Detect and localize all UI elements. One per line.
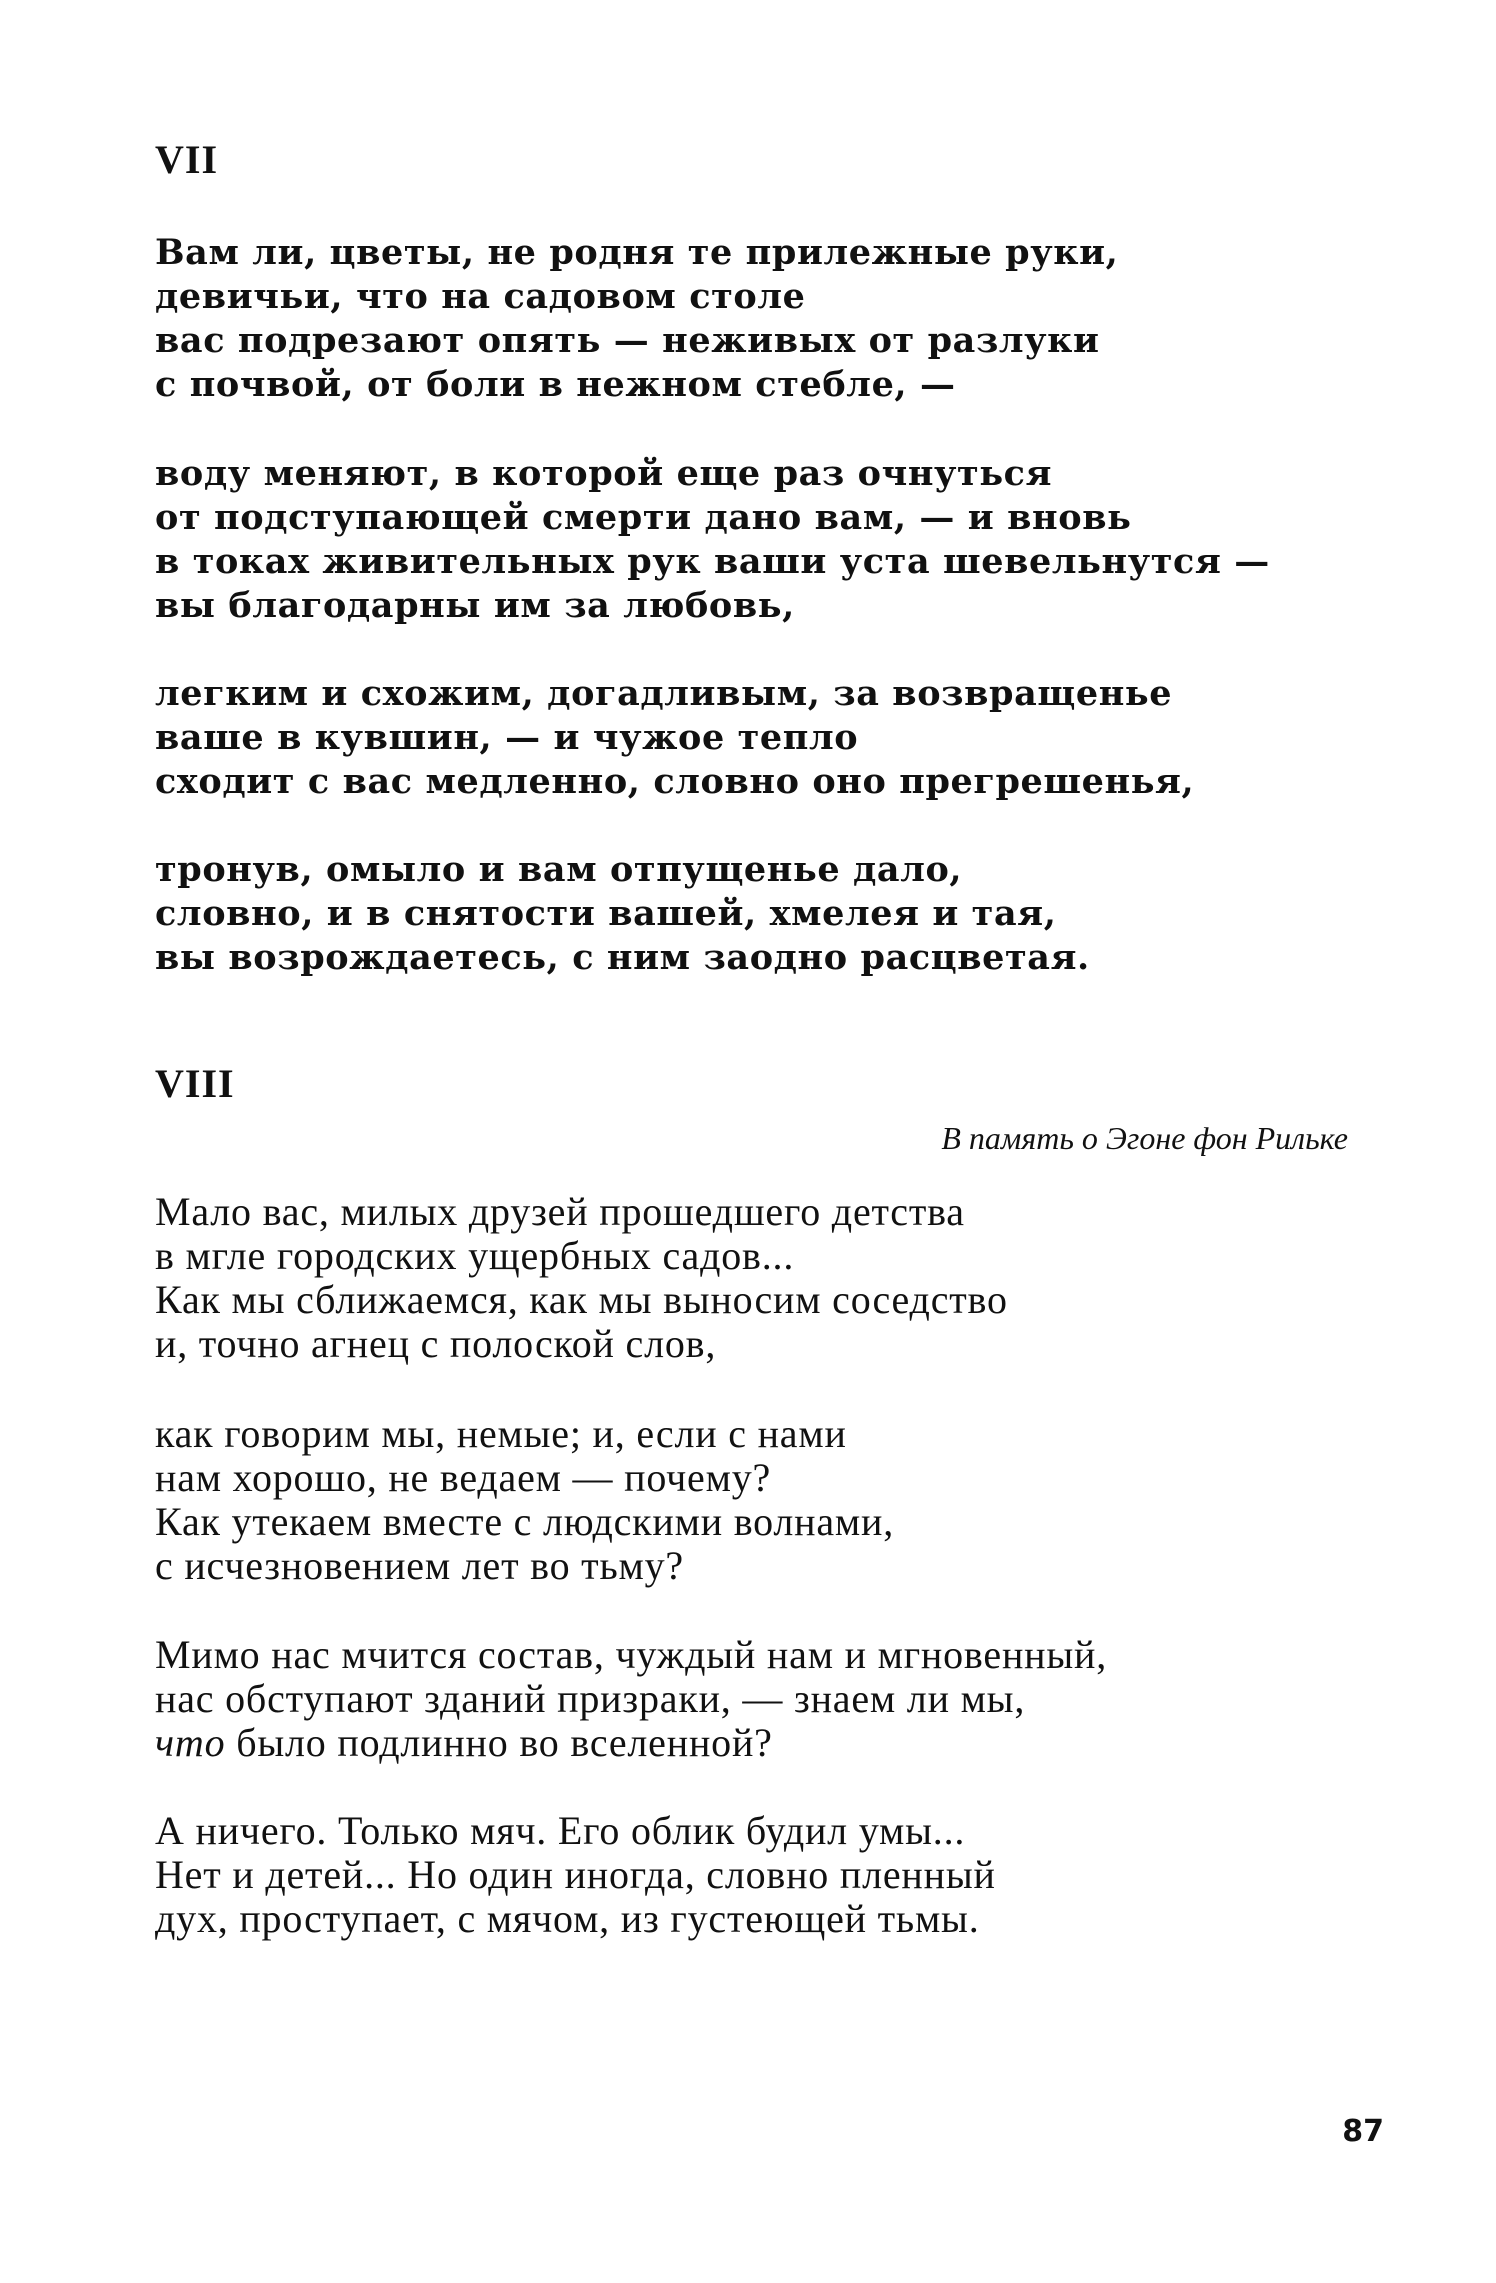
poem-line: от подступающей смерти дано вам, — и вновь	[155, 497, 1132, 538]
stanza-8-1	[155, 1190, 1008, 1366]
stanza-8-3	[155, 1633, 1107, 1765]
poem-line: нам хорошо, не ведаем — почему?	[155, 1455, 772, 1500]
poem-line: Как утекаем вместе с людскими волнами,	[155, 1499, 895, 1544]
stanza-8-2	[155, 1412, 894, 1588]
poem-line: вы благодарны им за любовь,	[155, 585, 795, 626]
poem-line: и, точно агнец с полоской слов,	[155, 1321, 717, 1366]
poem-line: с почвой, от боли в нежном стебле, —	[155, 364, 956, 405]
poem-line: А ничего. Только мяч. Его облик будил умы...	[155, 1808, 966, 1853]
poem-line-rest: было подлинно во вселенной?	[236, 1720, 773, 1765]
poem-line: сходит с вас медленно, словно оно прегрешенья,	[155, 761, 1195, 802]
section-heading-7: VII	[155, 137, 219, 182]
poem-line: с исчезновением лет во тьму?	[155, 1543, 684, 1588]
poem-line: Как мы сближаемся, как мы выносим соседство	[155, 1277, 1008, 1322]
poem-line: Вам ли, цветы, не родня те прилежные руки,	[155, 232, 1119, 273]
poem-line: вас подрезают опять — неживых от разлуки	[155, 320, 1100, 361]
page-number: 87	[1342, 2114, 1384, 2149]
poem-line: в мгле городских ущербных садов...	[155, 1233, 795, 1278]
dedication: В память о Эгоне фон Рильке	[941, 1120, 1348, 1156]
poem-line: как говорим мы, немые; и, если с нами	[155, 1411, 847, 1456]
poem-line: нас обступают зданий призраки, — знаем ли мы,	[155, 1676, 1026, 1721]
poem-line: ваше в кувшин, — и чужое тепло	[155, 717, 859, 758]
poem-line: в токах живительных рук ваши уста шевельнутся —	[155, 541, 1270, 582]
poem-line: тронув, омыло и вам отпущенье дало,	[155, 849, 963, 890]
poem-line: девичьи, что на садовом столе	[155, 276, 806, 317]
emphasis-word: что	[155, 1720, 226, 1765]
poem-line: вы возрождаетесь, с ним заодно расцветая.	[155, 937, 1090, 978]
stanza-7-1	[155, 231, 1118, 407]
poem-line-with-emphasis	[155, 1721, 1107, 1765]
stanza-8-4	[155, 1809, 996, 1941]
stanza-7-4	[155, 848, 1090, 980]
section-heading-8: VIII	[155, 1061, 235, 1106]
stanza-7-2	[155, 452, 1270, 628]
poem-line: словно, и в снятости вашей, хмелея и тая,	[155, 893, 1057, 934]
poem-line: воду меняют, в которой еще раз очнуться	[155, 453, 1053, 494]
poem-line: Мало вас, милых друзей прошедшего детства	[155, 1189, 965, 1234]
poem-line: легким и схожим, догадливым, за возвращенье	[155, 673, 1173, 714]
poem-line: дух, проступает, с мячом, из густеющей тьмы.	[155, 1896, 980, 1941]
poem-line: Нет и детей... Но один иногда, словно пленный	[155, 1852, 996, 1897]
poem-line: Мимо нас мчится состав, чуждый нам и мгновенный,	[155, 1632, 1108, 1677]
stanza-7-3	[155, 672, 1194, 804]
